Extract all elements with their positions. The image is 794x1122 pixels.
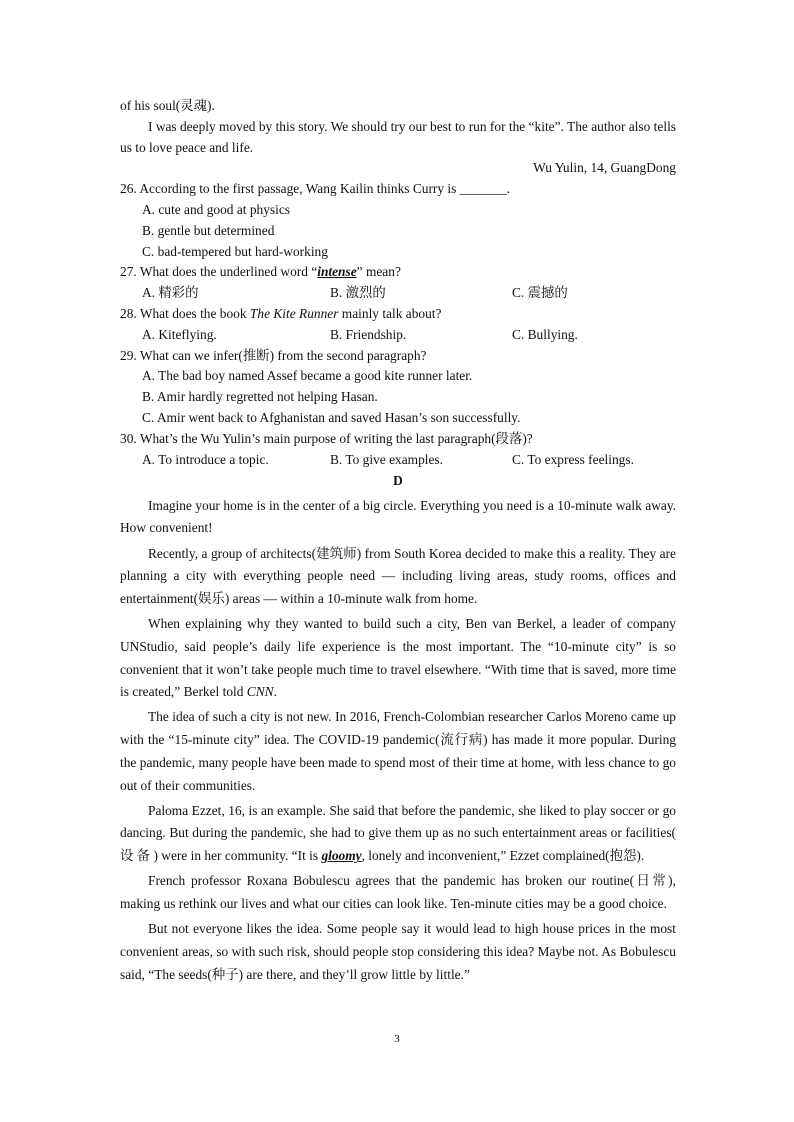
paragraph-text: When explaining why they wanted to build such a city, Ben van Berkel, a leader of company UNStudio, said people’s daily life experience is the most important. The “10-minute city” is so convenient that it won’t take people much time to travel elsewhere. “With time that is saved, more time is created,” Berkel told (120, 616, 676, 700)
prev-passage-paragraph: I was deeply moved by this story. We should try our best to run for the “kite”. The author also tells us to love peace and life. (120, 118, 676, 155)
option-c: C. bad-tempered but hard-working (142, 243, 328, 259)
option-a: A. cute and good at physics (142, 201, 291, 217)
option-c: C. Amir went back to Afghanistan and saved Hasan’s son successfully. (142, 409, 521, 425)
author-signature: Wu Yulin, 14, GuangDong (533, 160, 676, 176)
question-27 (120, 262, 676, 304)
paragraph-text: , lonely and inconvenient,” Ezzet complained(抱怨). (361, 848, 645, 864)
passage-paragraph: Recently, a group of architects(建筑师) from South Korea decided to make this a reality. They are planning a city with everything people need — including living areas, study rooms, offices and entertainment(娱乐) areas — within a 10-minute walk from home. (120, 545, 676, 606)
source-name: CNN (246, 684, 274, 700)
section-heading: D (393, 473, 403, 489)
question-28 (120, 304, 676, 346)
option-b: B. To give examples. (330, 451, 443, 467)
option-b: B. 激烈的 (330, 285, 386, 301)
question-stem (120, 304, 676, 325)
options-row (120, 325, 676, 346)
option-b: B. gentle but determined (142, 222, 275, 238)
paragraph-text: Paloma Ezzet, 16, is an example. She said that before the pandemic, she liked to play soccer or go dancing. But during the pandemic, she had to give them up as no such entertainment areas or facilities( 设 备 ) were in her community. “It is (120, 802, 676, 864)
exam-page (120, 96, 676, 986)
option-a: A. Kiteflying. (142, 326, 217, 342)
option-b: B. Amir hardly regretted not helping Hasan. (142, 389, 378, 405)
paragraph-text: . (273, 684, 277, 700)
book-title: The Kite Runner (249, 305, 339, 321)
question-30 (120, 429, 676, 471)
option-c: C. Bullying. (512, 326, 578, 342)
passage-paragraph: Imagine your home is in the center of a big circle. Everything you need is a 10-minute walk away. How convenient! (120, 497, 676, 536)
question-29 (120, 346, 676, 429)
question-stem: 30. What’s the Wu Yulin’s main purpose of writing the last paragraph(段落)? (120, 430, 533, 446)
options-row (120, 283, 676, 304)
question-stem: 26. According to the first passage, Wang Kailin thinks Curry is _______. (120, 181, 510, 197)
underlined-word: gloomy (321, 848, 362, 864)
stem-text: 27. What does the underlined word “ (120, 264, 318, 280)
page-number: 3 (394, 1033, 400, 1045)
passage-paragraph: The idea of such a city is not new. In 2016, French-Colombian researcher Carlos Moreno came up with the “15-minute city” idea. The COVID-19 pandemic(流行病) has made it more popular. During the pandemic, many people have been made to spend most of their time at home, with less chance to go out of their communities. (120, 709, 676, 793)
stem-text: mainly talk about? (338, 305, 442, 321)
option-b: B. Friendship. (330, 326, 407, 342)
option-a: A. 精彩的 (142, 285, 199, 301)
question-stem (120, 262, 676, 283)
option-a: A. The bad boy named Assef became a good kite runner later. (142, 368, 473, 384)
stem-text: ” mean? (356, 264, 401, 280)
option-c: C. 震撼的 (512, 285, 568, 301)
passage-paragraph: But not everyone likes the idea. Some people say it would lead to high house prices in the most convenient areas, so with such risk, should people stop considering this idea? Maybe not. As Bobulescu said, “The seeds(种子) are there, and they’ll grow little by little.” (120, 921, 676, 982)
passage-d (120, 495, 676, 987)
options-row (120, 450, 676, 471)
passage-paragraph (120, 800, 676, 868)
prev-passage-line: of his soul(灵魂). (120, 98, 215, 113)
option-c: C. To express feelings. (512, 451, 634, 467)
underlined-word: intense (317, 264, 357, 280)
passage-paragraph: French professor Roxana Bobulescu agrees that the pandemic has broken our routine(日常), making us rethink our lives and what our cities can look like. Ten-minute cities may be a good choice. (120, 873, 676, 912)
option-a: A. To introduce a topic. (142, 451, 269, 467)
passage-paragraph (120, 613, 676, 704)
question-26 (120, 179, 676, 262)
question-stem: 29. What can we infer(推断) from the second paragraph? (120, 347, 427, 363)
stem-text: 28. What does the book (120, 305, 250, 321)
